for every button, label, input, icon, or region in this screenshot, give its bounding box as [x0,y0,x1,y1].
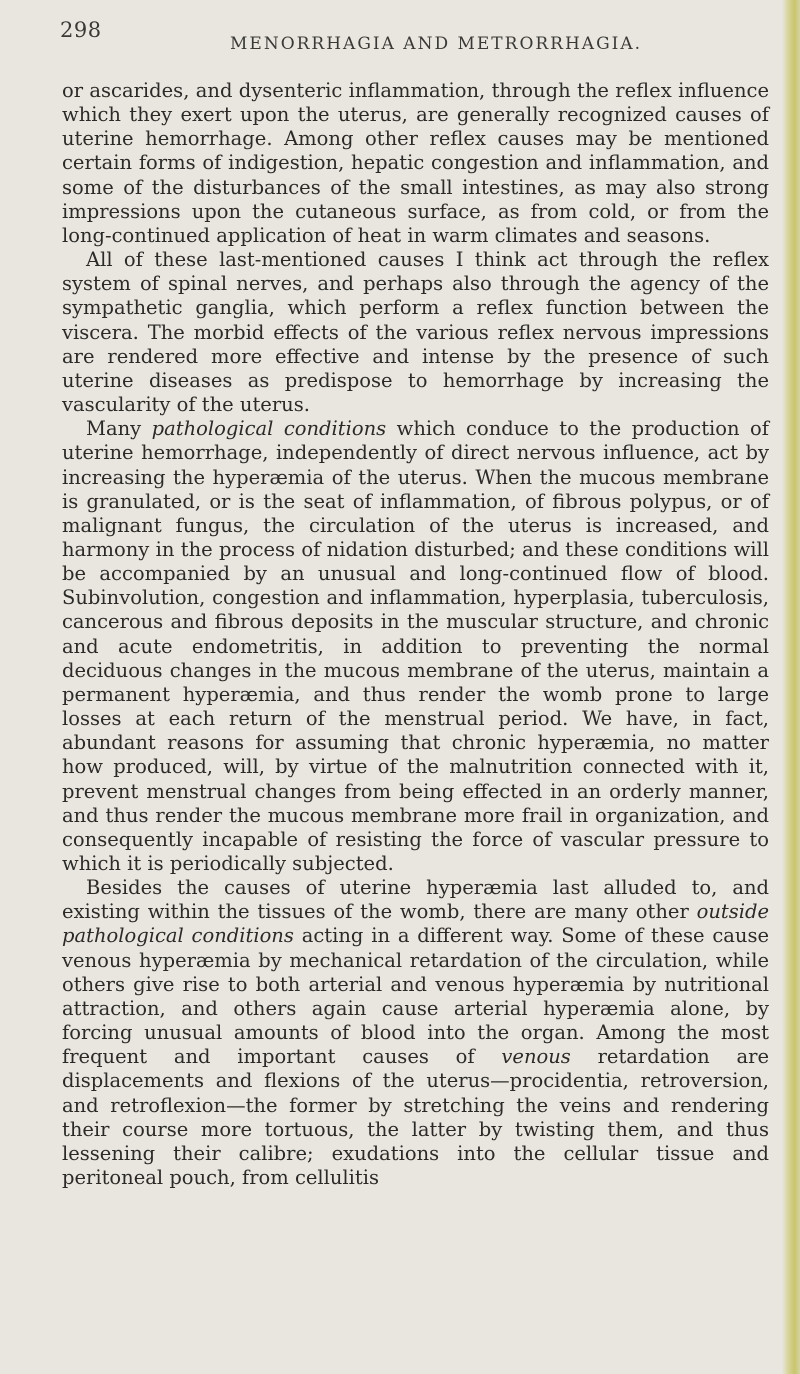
text-run: retardation are displacements and flexions of the uterus—procidentia, retroversion, and retroflexion—the former by stretching the veins and rendering their course more tortuous, the latter by twisting them, and thus lessening their calibre; exudations into the cellular tissue and peritoneal pouch, from cellulitis [62,1045,769,1190]
text-run: All of these last-mentioned causes I think act through the reflex system of spinal nerves, and perhaps also through the agency of the sympathetic ganglia, which perform a reflex function between the viscera. The morbid effects of the various reflex nervous impressions are rendered more effective and intense by the presence of such uterine diseases as predispose to hemorrhage by increasing the vascularity of the uterus. [62,248,769,417]
paragraph [62,248,769,417]
page-header [56,18,776,58]
text-run: Many [86,417,152,441]
italic-run: outside pathological conditions [62,900,769,948]
text-run: which conduce to the production of uterine hemorrhage, independently of direct nervous influence, act by increasing the hyperæmia of the uterus. When the mucous membrane is granulated, or is the seat of inflammation, of fibrous polypus, or of malignant fungus, the circulation of the uterus is increased, and harmony in the process of nidation disturbed; and these conditions will be accompanied by an unusual and long-continued flow of blood. Subinvolution, congestion and inflammation, hyperplasia, tuberculosis, cancerous and fibrous deposits in the muscular structure, and chronic and acute endometritis, in addition to preventing the normal deciduous changes in the mucous membrane of the uterus, maintain a permanent hyperæmia, and thus render the womb prone to large losses at each return of the menstrual period. We have, in fact, abundant reasons for assuming that chronic hyperæmia, no matter how produced, will, by virtue of the malnutrition connected with it, prevent menstrual changes from being effected in an orderly manner, and thus render the mucous membrane more frail in organization, and consequently incapable of resisting the force of vascular pressure to which it is periodically subjected. [62,417,769,875]
text-run: or ascarides, and dysenteric inflammation, through the reflex influence which they exert upon the uterus, are generally recognized causes of uterine hemorrhage. Among other reflex causes may be mentioned certain forms of indigestion, hepatic congestion and inflammation, and some of the disturbances of the small intestines, as may also strong impressions upon the cutaneous surface, as from cold, or from the long-continued application of heat in warm climates and seasons. [62,79,769,247]
body-text [62,79,769,1190]
paragraph [62,79,769,248]
text-run: Besides the causes of uterine hyperæmia last alluded to, and existing within the tissues of the womb, there are many other [62,876,769,924]
running-head: MENORRHAGIA AND METRORRHAGIA. [230,34,643,54]
paragraph [62,876,769,1190]
italic-run: venous [501,1045,571,1069]
page-edge-shading [782,0,800,1374]
page-number: 298 [60,18,102,42]
text-run: acting in a different way. Some of these cause venous hyperæmia by mechanical retardation of the circulation, while others give rise to both arterial and venous hyperæmia by nutritional attraction, and others again cause arterial hyperæmia alone, by forcing unusual amounts of blood into the organ. Among the most frequent and important causes of [62,924,769,1069]
paragraph [62,417,769,876]
italic-run: pathological conditions [151,417,387,441]
